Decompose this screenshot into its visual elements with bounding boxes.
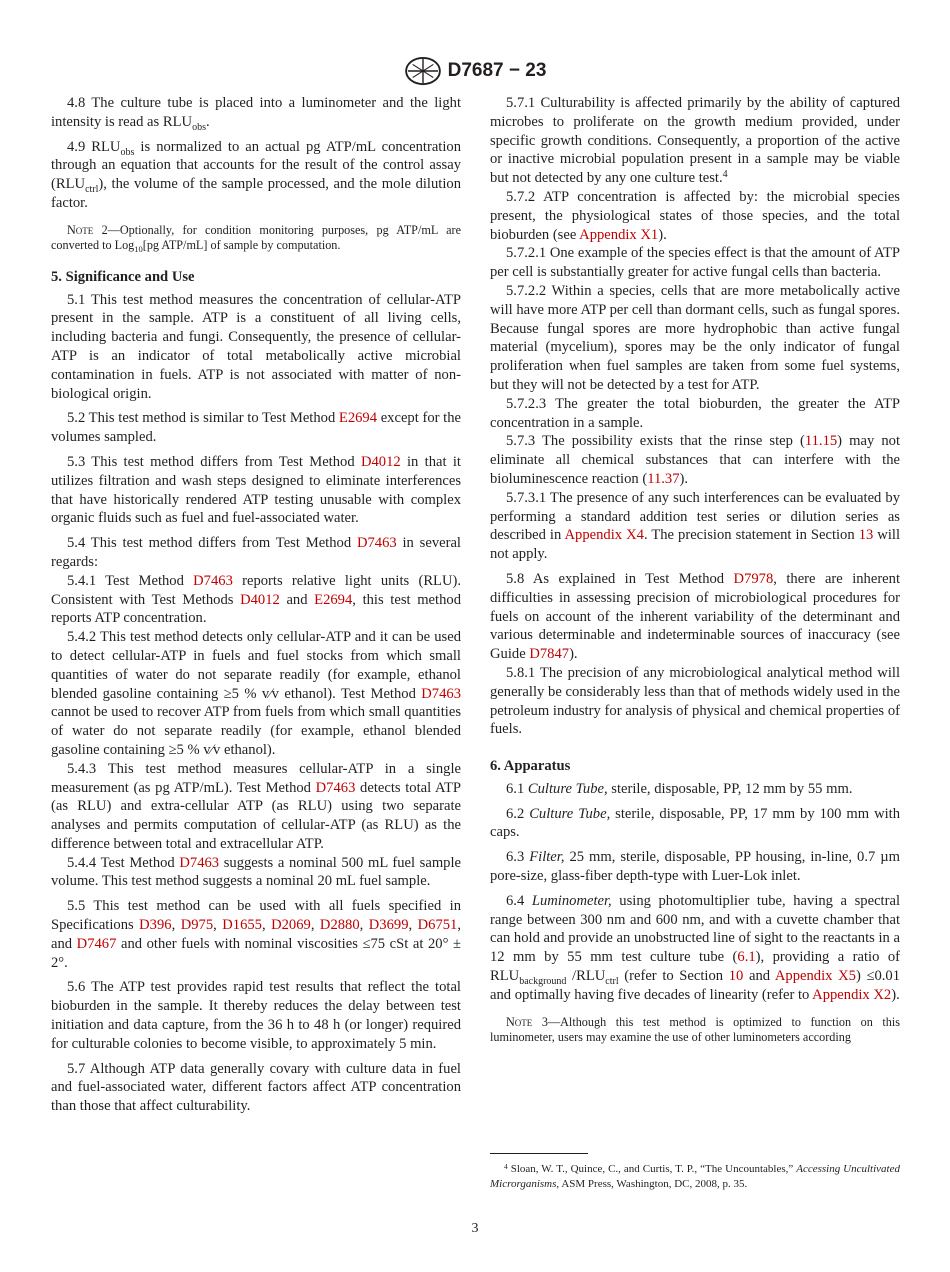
page-number: 3: [471, 1221, 479, 1236]
link-d7463[interactable]: D7463: [356, 535, 397, 552]
astm-logo-icon: [404, 56, 442, 86]
paragraph-5-7-2-3: 5.7.2.3 The greater the total bioburden, the greater the ATP concentration in a sample.: [490, 395, 900, 431]
link-d7463[interactable]: D7463: [315, 779, 356, 796]
paragraph-6-4: 6.4 Luminometer, using photomultiplier tube, having a spectral range between 300 nm and 600 nm, and with a cuvette chamber that can hold and provide an unobstructed line of sight to the reactants in a 12 mm by 55 mm test culture tube (6.1), providing a ratio of $RLU_{background}$ $/RLU_{ctrl}$ (refer to Section 10 and Appendix X5) ≤0.01 and optimally having five decades of linearity (refer to Appendix X2).: [490, 892, 901, 1003]
link-d3699[interactable]: D3699: [368, 917, 409, 934]
link-d396[interactable]: D396: [139, 917, 172, 934]
right-column: [490, 94, 900, 1046]
link-d1655[interactable]: D1655: [222, 917, 262, 934]
paragraph-6-1: 6.1 Culture Tube, sterile, disposable, PP, 12 mm by 55 mm.: [506, 780, 853, 797]
note-2: Note 2—Optionally, for condition monitoring purposes, pg ATP/mL are converted to Log$_{10}$[pg ATP/mL] of sample by computation.: [51, 222, 461, 255]
paragraph-5-7-3: 5.7.3 The possibility exists that the rinse step (11.15) may not eliminate all chemical substances that can interfere with the bioluminescence reaction (11.37).: [490, 433, 900, 487]
paragraph-6-2: 6.2 Culture Tube, sterile, disposable, PP, 17 mm by 100 mm with caps.: [490, 805, 901, 841]
document-code: D7687 − 23: [447, 60, 547, 81]
paragraph-5-2: 5.2 This test method is similar to Test Method E2694 except for the volumes sampled.: [51, 410, 461, 446]
paragraph-5-7-2-1: 5.7.2.1 One example of the species effect is that the amount of ATP per cell is substantially greater for active fungal cells than bacteria.: [490, 245, 900, 281]
paragraph-5-7: 5.7 Although ATP data generally covary with culture data in fuel and fuel-associated water, different factors affect ATP concentration than those that affect culturability.: [51, 1060, 461, 1115]
paragraph-5-4-1: 5.4.1 Test Method D7463 reports relative light units (RLU). Consistent with Test Methods D4012 and E2694, this test method reports ATP concentration.: [51, 572, 462, 627]
paragraph-5-7-2: 5.7.2 ATP concentration is affected by: the microbial species present, the physiological states of those species, and the total bioburden (see Appendix X1).: [490, 188, 900, 243]
paragraph-5-8-1: 5.8.1 The precision of any microbiological analytical method will generally be considerably less than that of methods widely used in the petroleum industry for analysis of physical and chemical properties of fuels.: [490, 664, 900, 738]
paragraph-6-3: 6.3 Filter, 25 mm, sterile, disposable, PP housing, in-line, 0.7 µm pore-size, glass-fiber depth-type with Luer-Lok inlet.: [490, 849, 901, 885]
page-header: [0, 54, 950, 88]
link-d2880[interactable]: D2880: [319, 917, 360, 934]
paragraph-5-4: 5.4 This test method differs from Test Method D7463 in several regards:: [51, 535, 461, 570]
link-d7467[interactable]: D7467: [76, 935, 117, 952]
paragraph-4-9: 4.9 $RLU_{obs}$ is normalized to an actual pg ATP/mL concentration through an equation that accounts for the result of the control assay $(RLU_{ctrl})$, the volume of the sample processed, and the mole dilution factor.: [51, 138, 462, 211]
link-d4012[interactable]: D4012: [240, 591, 280, 608]
footnote-ref-4[interactable]: 4: [722, 169, 728, 181]
link-11-15[interactable]: 11.15: [804, 433, 838, 450]
link-11-37[interactable]: 11.37: [647, 470, 680, 487]
note-3: Note 3—Although this test method is optimized to function on this luminometer, users may examine the use of other luminometers according: [490, 1014, 900, 1045]
section-6-heading: 6. Apparatus: [490, 758, 571, 775]
section-5-heading: 5. Significance and Use: [51, 268, 195, 285]
link-appendix-x2[interactable]: Appendix X2: [812, 986, 892, 1003]
paragraph-5-3: 5.3 This test method differs from Test Method D4012 in that it utilizes filtration and wash steps designed to eliminate interferences that have historically rendered ATP testing unusable with complex organic fluids such as fuel and fuel-associated water.: [51, 453, 461, 527]
paragraph-5-7-1: 5.7.1 Culturability is affected primarily by the ability of captured microbes to proliferate on the growth medium provided, under specific growth conditions. Consequently, a proportion of the active or inactive microbial population present in a sample may be viable but not detected by any one culture test.$^4$: [490, 95, 900, 187]
paragraph-5-4-3: 5.4.3 This test method measures cellular-ATP in a single measurement (as pg ATP/mL). Test Method D7463 detects total ATP (as RLU) and extra-cellular ATP (as RLU) using two separate analyses and permits computation of cellular-ATP (as RLU) as the difference between total and extracellular ATP.: [51, 760, 461, 852]
link-e2694[interactable]: E2694: [314, 591, 353, 608]
link-d7463[interactable]: D7463: [421, 685, 461, 702]
left-column: [51, 94, 461, 1116]
paragraph-4-8: 4.8 The culture tube is placed into a luminometer and the light intensity is read as $RLU_{obs}$.: [51, 95, 461, 133]
link-section-10[interactable]: 10: [728, 968, 744, 985]
link-6-1[interactable]: 6.1: [737, 949, 756, 966]
link-appendix-x4[interactable]: Appendix X4: [564, 527, 644, 544]
link-d975[interactable]: D975: [180, 917, 214, 934]
link-d4012[interactable]: D4012: [360, 453, 401, 470]
paragraph-5-7-3-1: 5.7.3.1 The presence of any such interferences can be evaluated by performing a standard addition test series or dilution series as described in Appendix X4. The precision statement in Section 13 will not apply.: [490, 489, 901, 563]
paragraph-5-6: 5.6 The ATP test provides rapid test results that reflect the total bioburden in the sample. It thereby reduces the delay between test initiation and data capture, from the 36 h to 48 h (or longer) required for culturable colonies to become visible, to approximately 5 min.: [51, 979, 461, 1052]
link-d7463[interactable]: D7463: [193, 572, 233, 589]
paragraph-5-5: 5.5 This test method can be used with all fuels specified in Specifications D396, D975, D1655, D2069, D2880, D3699, D6751, and D7467 and other fuels with nominal viscosities ≤75 cSt at 20° ± 2°.: [51, 898, 461, 971]
paragraph-5-8: 5.8 As explained in Test Method D7978, there are inherent difficulties in assessing precision of microbiological procedures for fuels on account of the inherent variability of the determinant and various determinable and indeterminable sources of inaccuracy (see Guide D7847).: [490, 570, 901, 663]
link-e2694[interactable]: E2694: [338, 410, 378, 427]
paragraph-5-4-2: 5.4.2 This test method detects only cellular-ATP and it can be used to detect cellular-ATP in fuels and fuel stocks from which small quantities of water do not separate readily (for example, ethanol blended gasoline containing ≥5 % v⁄v ethanol). Test Method D7463 cannot be used to recover ATP from fuels from which small quantities of water do not separate readily (for example, ethanol blended gasoline containing ≥5 % v⁄v ethanol).: [51, 629, 461, 758]
footnote-divider: [490, 1153, 588, 1154]
link-d2069[interactable]: D2069: [271, 917, 311, 934]
link-d7463[interactable]: D7463: [179, 854, 220, 871]
link-d7978[interactable]: D7978: [733, 570, 774, 587]
footnote-4: $^4$ Sloan, W. T., Quince, C., and Curtis, T. P., “The Uncountables,” Accessing Uncultivated Microrganisms, ASM Press, Washington, DC, 2008, p. 35.: [490, 1162, 900, 1191]
link-appendix-x1[interactable]: Appendix X1: [579, 226, 659, 243]
paragraph-5-4-4: 5.4.4 Test Method D7463 suggests a nominal 500 mL fuel sample volume. This test method suggests a nominal 20 mL fuel sample.: [51, 854, 461, 890]
link-appendix-x5[interactable]: Appendix X5: [774, 968, 856, 985]
link-d7847[interactable]: D7847: [529, 646, 570, 663]
link-d6751[interactable]: D6751: [417, 917, 458, 934]
paragraph-5-7-2-2: 5.7.2.2 Within a species, cells that are more metabolically active will have more ATP per cell than dormant cells, such as fungal spores. Because fungal spores are more hydrophobic than active fungal material (mycelium), spores may be the only indicator of fungal proliferation when fuel samples are taken from some fuel systems, but they will not be detected by a test for ATP.: [490, 282, 900, 393]
paragraph-5-1: 5.1 This test method measures the concentration of cellular-ATP present in the sample. ATP is a constituent of all living cells, including bacteria and fungi. Consequently, the presence of cellular-ATP is an indicator of total metabolically active microbial contamination in fuels. ATP is not associated with matter of non-biological origin.: [51, 291, 461, 402]
link-section-13[interactable]: 13: [858, 527, 874, 544]
